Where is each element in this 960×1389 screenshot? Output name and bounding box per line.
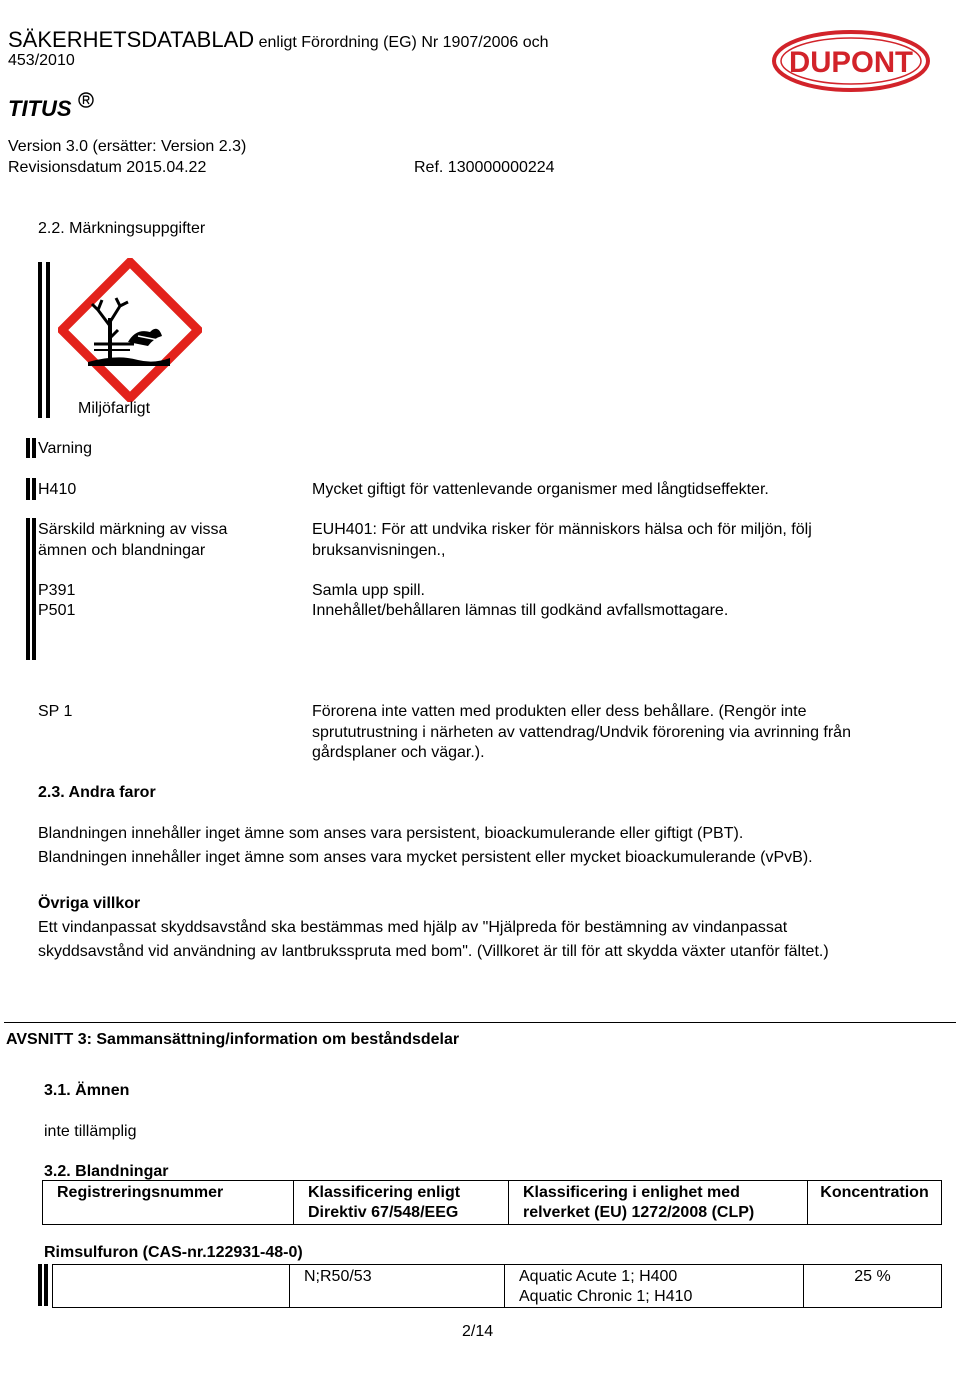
- composition-header-table: [42, 1180, 942, 1225]
- other-conditions-line-1: Ett vindanpassat skyddsavstånd ska bestämmas med hjälp av "Hjälpreda för bestämning av vindanpassat: [38, 919, 788, 936]
- cell-concentration: [804, 1265, 942, 1308]
- registered-mark-icon: [78, 92, 94, 108]
- cell-directive-classification: [290, 1265, 505, 1308]
- h-code: H410: [38, 481, 77, 498]
- col-header-clp-2: relverket (EU) 1272/2008 (CLP): [523, 1204, 755, 1221]
- euh-statement-2: bruksanvisningen.,: [312, 542, 446, 559]
- directive-classification: N;R50/53: [304, 1268, 372, 1285]
- section-divider: [4, 1022, 956, 1023]
- change-bar: [38, 1264, 42, 1306]
- euh-statement: EUH401: För att undvika risker för människors hälsa och för miljön, följ: [312, 521, 812, 538]
- section-3-2-heading: 3.2. Blandningar: [44, 1163, 169, 1180]
- p-statement-1: Samla upp spill.: [312, 582, 425, 599]
- section-3-1-heading: 3.1. Ämnen: [44, 1082, 130, 1099]
- environment-hazard-pictogram: [58, 258, 202, 402]
- substance-name: Rimsulfuron (CAS-nr.122931-48-0): [44, 1244, 303, 1261]
- svg-text:DUPONT: DUPONT: [789, 46, 913, 79]
- revision-date: Revisionsdatum 2015.04.22: [8, 159, 207, 176]
- section-3-1-text: inte tillämplig: [44, 1123, 137, 1140]
- col-header-directive-1: Klassificering enligt: [308, 1184, 461, 1201]
- table-row: [53, 1265, 942, 1308]
- title-line-2: 453/2010: [8, 52, 75, 69]
- dupont-logo: [772, 30, 930, 92]
- col-header-concentration: Koncentration: [820, 1184, 929, 1201]
- vpvb-statement: Blandningen innehåller inget ämne som anses vara mycket persistent eller mycket bioackumulerande (vPvB).: [38, 849, 813, 866]
- header-cell-registration: [43, 1181, 294, 1225]
- col-header-directive-2: Direktiv 67/548/EEG: [308, 1204, 459, 1221]
- sp-statement-3: gårdsplaner och vägar.).: [312, 744, 485, 761]
- p-code-1: P391: [38, 582, 76, 599]
- sp-statement-2: sprututrustning i närheten av vattendrag/Undvik förorening via avrinning från: [312, 724, 851, 741]
- clp-classification-1: Aquatic Acute 1; H400: [519, 1268, 678, 1285]
- change-bar: [32, 478, 36, 500]
- cell-registration: [53, 1265, 290, 1308]
- header-cell-directive: [294, 1181, 509, 1225]
- signal-word: Varning: [38, 440, 92, 457]
- other-conditions-heading: Övriga villkor: [38, 895, 141, 912]
- other-conditions-line-2: skyddsavstånd vid användning av lantbruksspruta med bom". (Villkoret är till för att skydda växter utanför fältet.): [38, 943, 829, 960]
- page-number: 2/14: [462, 1323, 494, 1340]
- title-regulation: enligt Förordning (EG) Nr 1907/2006 och: [254, 34, 549, 51]
- document-title: [8, 26, 549, 57]
- version-info: Version 3.0 (ersätter: Version 2.3): [8, 138, 247, 155]
- p-code-2: P501: [38, 602, 76, 619]
- sp-statement-1: Förorena inte vatten med produkten eller dess behållare. (Rengör inte: [312, 703, 807, 720]
- section-2-2-heading: 2.2. Märkningsuppgifter: [38, 220, 206, 237]
- header-cell-clp: [509, 1181, 808, 1225]
- change-bar: [26, 518, 30, 660]
- clp-classification-2: Aquatic Chronic 1; H410: [519, 1288, 693, 1305]
- change-bar: [38, 262, 42, 418]
- change-bar: [26, 478, 30, 500]
- cell-clp-classification: [505, 1265, 804, 1308]
- col-header-clp-1: Klassificering i enlighet med: [523, 1184, 740, 1201]
- change-bar: [32, 518, 36, 660]
- special-labelling-label-2: ämnen och blandningar: [38, 542, 206, 559]
- title-main: SÄKERHETSDATABLAD: [8, 27, 255, 52]
- change-bar: [32, 438, 36, 458]
- product-name: TITUS: [8, 96, 72, 121]
- reference-number: Ref. 130000000224: [414, 159, 555, 176]
- pbt-statement: Blandningen innehåller inget ämne som anses vara persistent, bioackumulerande eller giftigt (PBT).: [38, 825, 744, 842]
- h-statement: Mycket giftigt för vattenlevande organismer med långtidseffekter.: [312, 481, 769, 498]
- composition-row-table: [52, 1264, 942, 1308]
- special-labelling-label: Särskild märkning av vissa: [38, 521, 228, 538]
- pictogram-caption: Miljöfarligt: [78, 400, 151, 417]
- concentration-value: 25 %: [854, 1268, 891, 1285]
- section-3-heading: AVSNITT 3: Sammansättning/information om beståndsdelar: [6, 1031, 460, 1048]
- sp-code: SP 1: [38, 703, 73, 720]
- col-header-registration: Registreringsnummer: [57, 1184, 224, 1201]
- change-bar: [46, 262, 50, 418]
- change-bar: [44, 1264, 48, 1306]
- section-2-3-heading: 2.3. Andra faror: [38, 784, 156, 801]
- p-statement-2: Innehållet/behållaren lämnas till godkänd avfallsmottagare.: [312, 602, 729, 619]
- header-cell-concentration: [808, 1181, 942, 1225]
- change-bar: [26, 438, 30, 458]
